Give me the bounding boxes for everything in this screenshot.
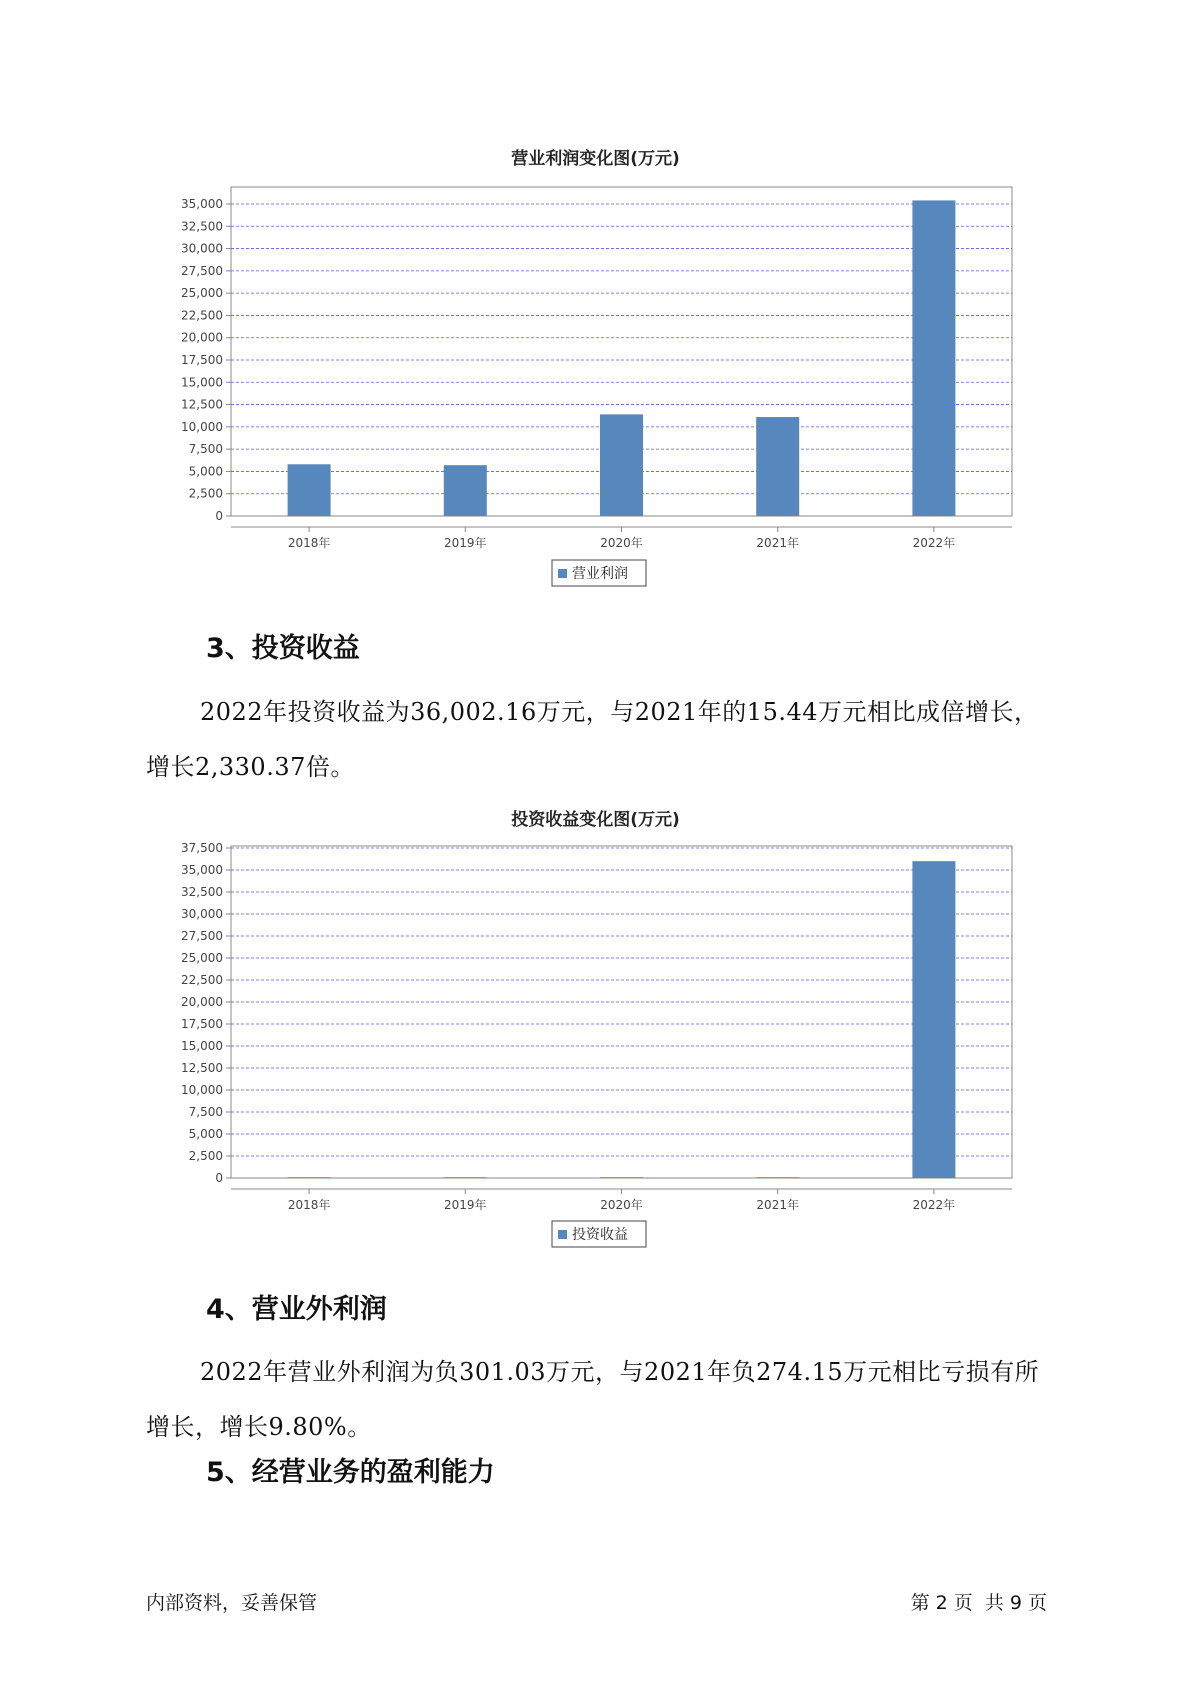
x-tick-label: 2018年	[287, 536, 331, 550]
y-tick-label: 2,500	[188, 1149, 223, 1163]
y-tick-label: 7,500	[188, 1105, 223, 1119]
bar	[912, 200, 955, 516]
section4-paragraph: 2022年营业外利润为负301.03万元，与2021年负274.15万元相比亏损有所增长，增长9.80%。	[146, 1358, 1040, 1441]
y-tick-label: 12,500	[181, 397, 223, 412]
bar	[756, 417, 799, 516]
y-tick-label: 35,000	[181, 197, 223, 211]
section3-heading: 3、投资收益	[206, 633, 360, 664]
y-tick-label: 35,000	[181, 863, 223, 877]
y-tick-label: 10,000	[181, 1083, 223, 1097]
legend-label: 营业利润	[572, 566, 628, 582]
y-tick-label: 27,500	[181, 929, 223, 943]
bar	[288, 1177, 331, 1178]
bar	[756, 1177, 799, 1178]
plot-area	[231, 846, 1012, 1178]
x-tick-label: 2020年	[600, 1198, 643, 1212]
operating-profit-chart	[0, 180, 1191, 620]
y-tick-label: 5,000	[188, 464, 223, 479]
y-tick-label: 22,500	[181, 973, 223, 987]
y-tick-label: 22,500	[181, 308, 223, 323]
bar	[600, 1177, 643, 1178]
y-tick-label: 10,000	[181, 419, 223, 434]
x-tick-label: 2019年	[444, 536, 487, 550]
y-tick-label: 15,000	[181, 375, 223, 390]
y-tick-label: 20,000	[181, 330, 223, 345]
footer-page-number: 第 2 页 共 9 页	[910, 1592, 1047, 1614]
y-tick-label: 30,000	[181, 241, 223, 256]
y-tick-label: 25,000	[181, 286, 223, 301]
x-tick-label: 2018年	[287, 1198, 331, 1212]
y-tick-label: 37,500	[181, 841, 223, 855]
y-tick-label: 17,500	[181, 353, 223, 367]
section3-paragraph: 2022年投资收益为36,002.16万元，与2021年的15.44万元相比成倍增长，增长2,330.37倍。	[146, 698, 1039, 781]
y-tick-label: 15,000	[181, 1039, 223, 1053]
x-tick-label: 2022年	[912, 536, 956, 550]
y-tick-label: 30,000	[181, 907, 223, 921]
footer-confidential-note: 内部资料，妥善保管	[146, 1592, 318, 1614]
x-tick-label: 2021年	[756, 536, 799, 550]
y-tick-label: 27,500	[181, 263, 223, 278]
y-tick-label: 32,500	[181, 219, 223, 234]
y-tick-label: 20,000	[181, 995, 223, 1009]
bar	[444, 1177, 487, 1178]
y-tick-label: 7,500	[188, 442, 223, 457]
bar	[444, 465, 487, 516]
section4-heading: 4、营业外利润	[206, 1294, 387, 1325]
y-tick-label: 2,500	[188, 486, 223, 501]
investment-income-chart	[0, 840, 1191, 1280]
section5-heading: 5、经营业务的盈利能力	[206, 1457, 495, 1488]
legend-swatch	[558, 569, 567, 578]
x-tick-label: 2020年	[600, 536, 643, 550]
bar	[912, 861, 955, 1178]
x-tick-label: 2019年	[444, 1198, 487, 1212]
y-tick-label: 25,000	[181, 951, 223, 965]
chart1-title: 营业利润变化图(万元)	[511, 149, 680, 169]
legend-label: 投资收益	[572, 1227, 628, 1243]
chart2-title: 投资收益变化图(万元)	[511, 810, 680, 830]
bar	[288, 464, 331, 516]
bar	[600, 414, 643, 516]
y-tick-label: 5,000	[188, 1127, 223, 1141]
y-tick-label: 32,500	[181, 885, 223, 899]
y-tick-label: 0	[215, 509, 223, 523]
y-tick-label: 12,500	[181, 1061, 223, 1075]
legend-swatch	[558, 1230, 567, 1239]
x-tick-label: 2022年	[912, 1198, 956, 1212]
y-tick-label: 17,500	[181, 1017, 223, 1031]
x-tick-label: 2021年	[756, 1198, 799, 1212]
y-tick-label: 0	[215, 1171, 223, 1185]
